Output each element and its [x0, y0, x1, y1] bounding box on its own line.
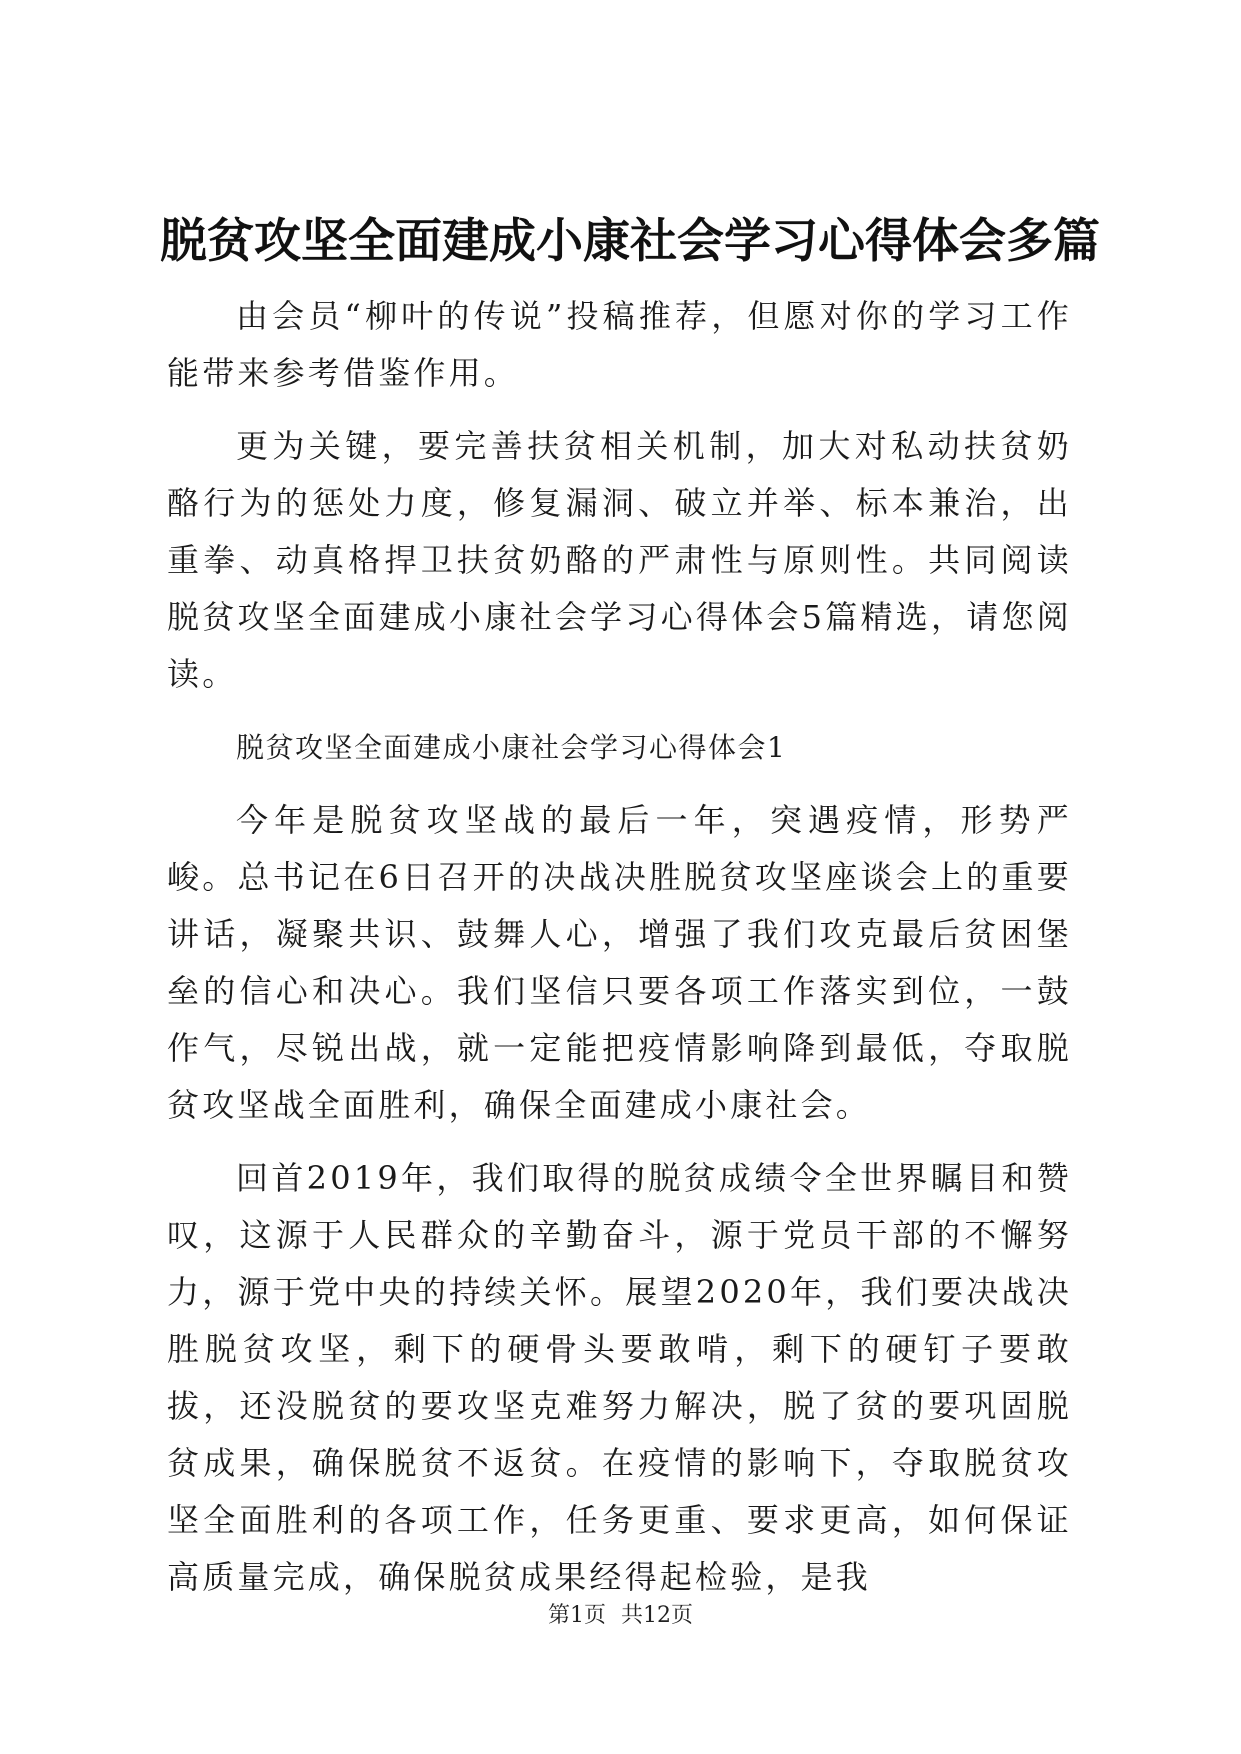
- page-number: 第1页: [548, 1603, 606, 1628]
- section-heading: 脱贫攻坚全面建成小康社会学习心得体会1: [236, 731, 787, 764]
- intro-paragraph: 由会员“柳叶的传说”投稿推荐，但愿对你的学习工作能带来参考借鉴作用。: [167, 297, 1072, 392]
- body-paragraph: 回首2019年，我们取得的脱贫成绩令全世界瞩目和赞叹，这源于人民群众的辛勤奋斗，源于党员干部的不懈努力，源于党中央的持续关怀。展望2020年，我们要决战决胜脱贫攻坚，剩下的硬骨头要敢啃，剩下的硬钉子要敢拔，还没脱贫的要攻坚克难努力解决，脱了贫的要巩固脱贫成果，确保脱贫不返贫。在疫情的影响下，夺取脱贫攻坚全面胜利的各项工作，任务更重、要求更高，如何保证高质量完成，确保脱贫成果经得起检验，是我: [167, 1159, 1072, 1596]
- page-total: 共12页: [621, 1603, 693, 1628]
- summary-paragraph: 更为关键，要完善扶贫相关机制，加大对私动扶贫奶酪行为的惩处力度，修复漏洞、破立并举、标本兼治，出重拳、动真格捍卫扶贫奶酪的严肃性与原则性。共同阅读脱贫攻坚全面建成小康社会学习心得体会5篇精选，请您阅读。: [167, 427, 1072, 693]
- body-paragraph: 今年是脱贫攻坚战的最后一年，突遇疫情，形势严峻。总书记在6日召开的决战决胜脱贫攻坚座谈会上的重要讲话，凝聚共识、鼓舞人心，增强了我们攻克最后贫困堡垒的信心和决心。我们坚信只要各项工作落实到位，一鼓作气，尽锐出战，就一定能把疫情影响降到最低，夺取脱贫攻坚战全面胜利，确保全面建成小康社会。: [167, 801, 1072, 1124]
- document-title: 脱贫攻坚全面建成小康社会学习心得体会多篇: [160, 214, 1100, 269]
- page-footer: [0, 1601, 1241, 1631]
- document-body: [167, 288, 1072, 1622]
